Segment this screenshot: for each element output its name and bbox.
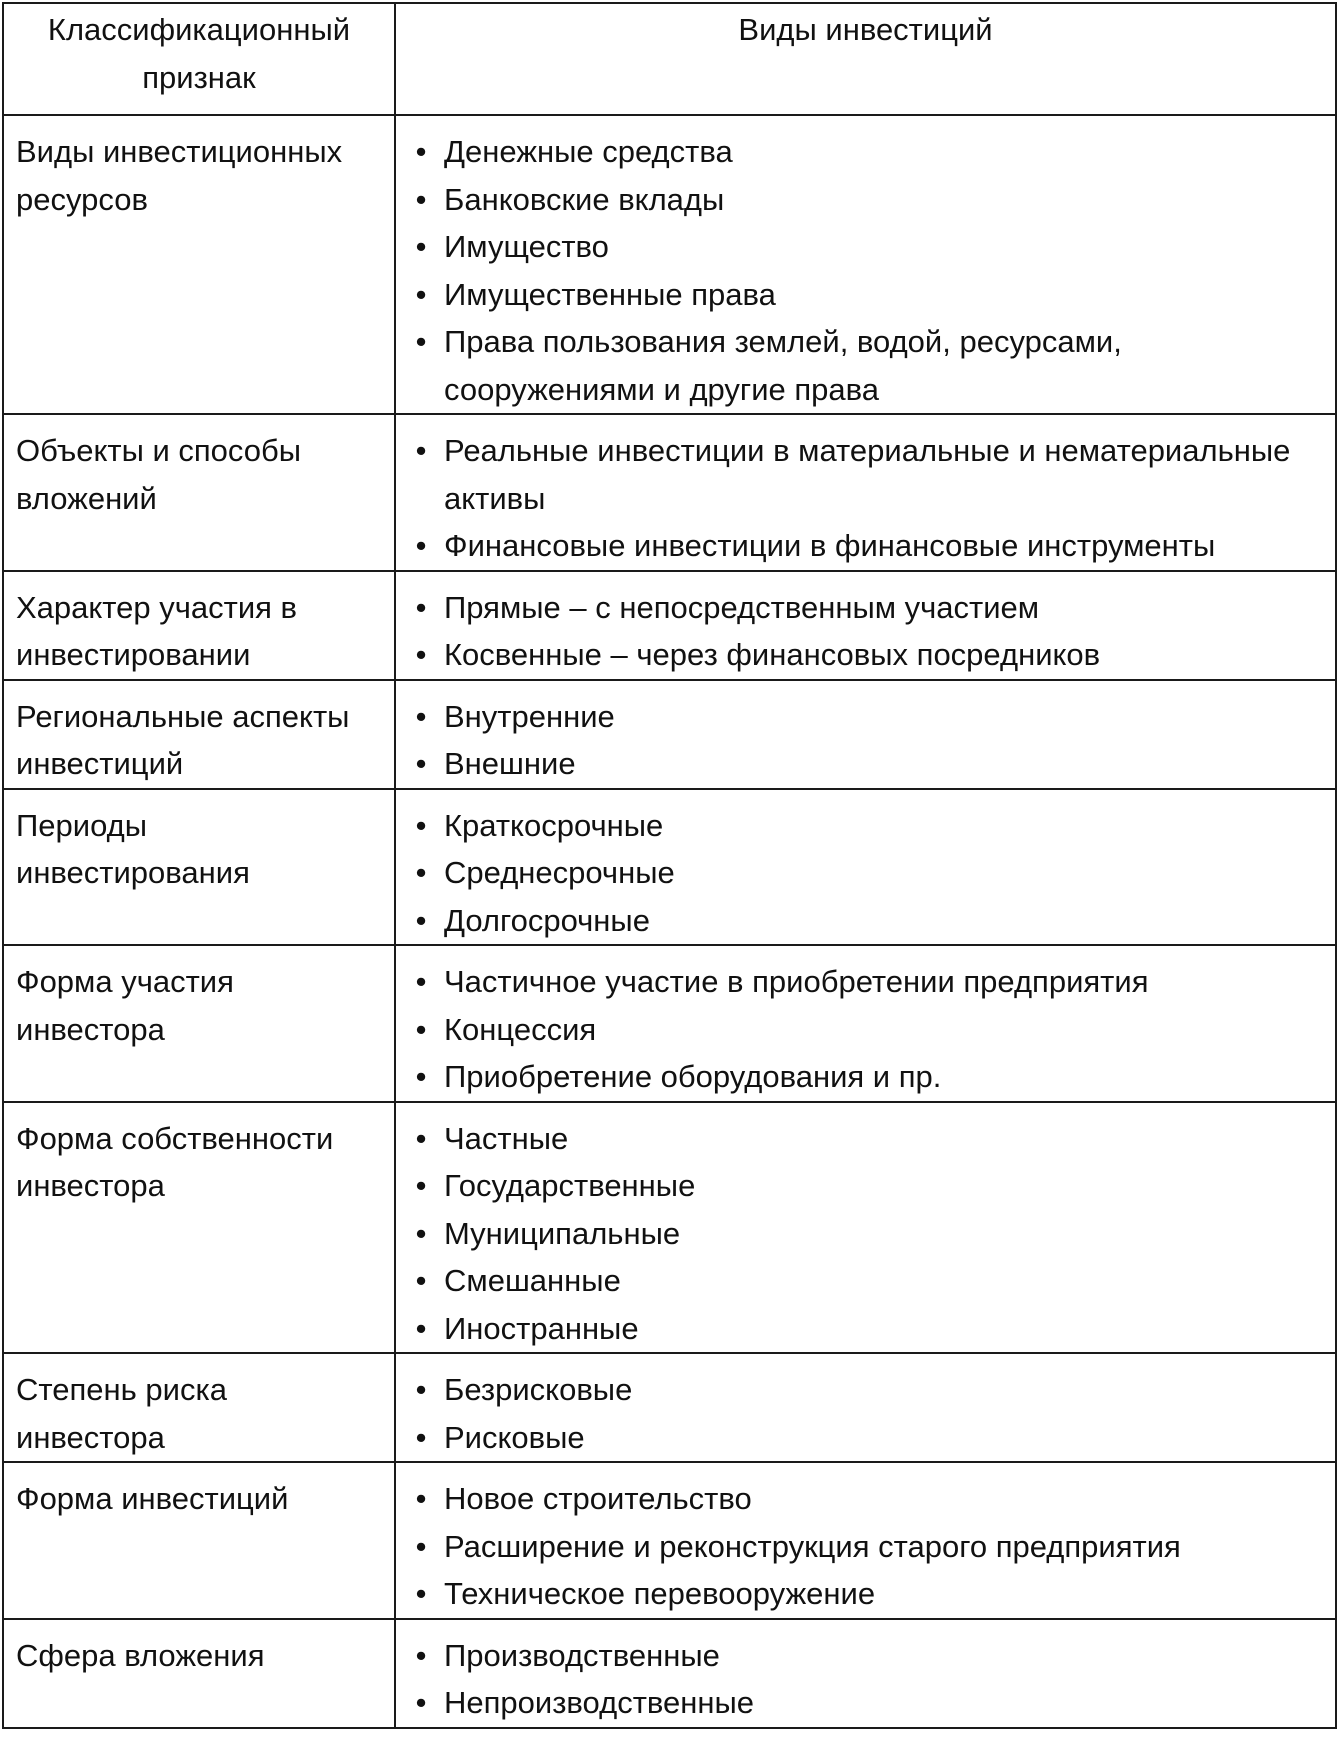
kind-text: Имущественные права <box>444 276 776 312</box>
criterion-cell: Объекты и способы вложений <box>3 414 395 571</box>
kinds-list <box>410 1366 1325 1461</box>
list-item <box>410 1305 1325 1353</box>
list-item <box>410 693 1325 741</box>
kinds-list <box>410 584 1325 679</box>
list-item <box>410 1162 1325 1210</box>
list-item <box>410 1523 1325 1571</box>
bullet-icon: • <box>415 964 427 999</box>
bullet-icon: • <box>415 1059 427 1094</box>
kinds-cell <box>395 1619 1336 1728</box>
list-item <box>410 1366 1325 1414</box>
kinds-list <box>410 128 1325 413</box>
list-item <box>410 318 1325 413</box>
header-criterion-cell: Классификационный признак <box>3 3 395 115</box>
table-row <box>3 945 1336 1102</box>
kinds-cell <box>395 115 1336 414</box>
criterion-cell: Степень риска инвестора <box>3 1353 395 1462</box>
bullet-icon: • <box>415 1685 427 1720</box>
kind-text: Частичное участие в приобретении предприятия <box>444 964 1149 999</box>
kind-text: Производственные <box>444 1637 720 1673</box>
kinds-list <box>410 1475 1325 1618</box>
bullet-icon: • <box>415 1263 427 1298</box>
table-row <box>3 1462 1336 1619</box>
list-item <box>410 1632 1325 1680</box>
kind-text: Приобретение оборудования и пр. <box>444 1059 942 1094</box>
list-item <box>410 740 1325 788</box>
bullet-icon: • <box>415 324 427 359</box>
investment-classification-table <box>2 2 1337 1729</box>
bullet-icon: • <box>415 276 427 312</box>
table-body <box>3 115 1336 1728</box>
kind-text: Среднесрочные <box>444 855 675 890</box>
kinds-list <box>410 1632 1325 1727</box>
table-row <box>3 115 1336 414</box>
list-item <box>410 897 1325 945</box>
kind-text: Непроизводственные <box>444 1685 755 1720</box>
list-item <box>410 1570 1325 1618</box>
kind-text: Финансовые инвестиции в финансовые инструменты <box>444 528 1216 563</box>
list-item <box>410 1115 1325 1163</box>
criterion-cell: Виды инвестиционных ресурсов <box>3 115 395 414</box>
bullet-icon: • <box>415 855 427 890</box>
kind-text: Техническое перевооружение <box>444 1576 876 1611</box>
bullet-icon: • <box>415 1419 427 1455</box>
kind-text: Права пользования землей, водой, ресурсами, сооружениями и другие права <box>444 324 1122 407</box>
bullet-icon: • <box>415 1576 427 1611</box>
list-item <box>410 522 1325 570</box>
list-item <box>410 427 1325 522</box>
table-row <box>3 571 1336 680</box>
bullet-icon: • <box>415 1528 427 1564</box>
list-item <box>410 849 1325 897</box>
list-item <box>410 1414 1325 1462</box>
list-item <box>410 1257 1325 1305</box>
kind-text: Иностранные <box>444 1310 639 1346</box>
kind-text: Расширение и реконструкция старого предприятия <box>444 1528 1181 1564</box>
header-kinds-cell: Виды инвестиций <box>395 3 1336 115</box>
kind-text: Внешние <box>444 746 576 781</box>
header-row <box>3 3 1336 115</box>
kind-text: Государственные <box>444 1168 696 1203</box>
bullet-icon: • <box>415 637 427 672</box>
kind-text: Прямые – с непосредственным участием <box>444 589 1040 625</box>
bullet-icon: • <box>415 1310 427 1346</box>
criterion-cell: Характер участия в инвестировании <box>3 571 395 680</box>
criterion-cell: Региональные аспекты инвестиций <box>3 680 395 789</box>
list-item <box>410 223 1325 271</box>
criterion-cell: Форма собственности инвестора <box>3 1102 395 1354</box>
list-item <box>410 958 1325 1006</box>
table-row <box>3 1619 1336 1728</box>
list-item <box>410 128 1325 176</box>
kinds-cell <box>395 680 1336 789</box>
bullet-icon: • <box>415 1215 427 1251</box>
bullet-icon: • <box>415 807 427 843</box>
criterion-cell: Форма инвестиций <box>3 1462 395 1619</box>
kind-text: Смешанные <box>444 1263 621 1298</box>
kinds-cell <box>395 789 1336 946</box>
table-row <box>3 1102 1336 1354</box>
list-item <box>410 176 1325 224</box>
bullet-icon: • <box>415 746 427 781</box>
bullet-icon: • <box>415 1637 427 1673</box>
list-item <box>410 1679 1325 1727</box>
kind-text: Имущество <box>444 229 609 264</box>
list-item <box>410 1475 1325 1523</box>
criterion-cell: Периоды инвестирования <box>3 789 395 946</box>
bullet-icon: • <box>415 1011 427 1047</box>
kinds-list <box>410 1115 1325 1353</box>
list-item <box>410 1006 1325 1054</box>
kinds-cell <box>395 571 1336 680</box>
list-item <box>410 631 1325 679</box>
table-row <box>3 680 1336 789</box>
bullet-icon: • <box>415 698 427 734</box>
list-item <box>410 271 1325 319</box>
kind-text: Новое строительство <box>444 1481 752 1516</box>
kind-text: Банковские вклады <box>444 181 725 217</box>
bullet-icon: • <box>415 433 427 468</box>
list-item <box>410 802 1325 850</box>
bullet-icon: • <box>415 1120 427 1156</box>
criterion-cell: Сфера вложения <box>3 1619 395 1728</box>
bullet-icon: • <box>415 1481 427 1516</box>
table-row <box>3 789 1336 946</box>
bullet-icon: • <box>415 1372 427 1407</box>
kinds-cell <box>395 414 1336 571</box>
table-header <box>3 3 1336 115</box>
kind-text: Муниципальные <box>444 1215 681 1251</box>
kind-text: Частные <box>444 1120 569 1156</box>
bullet-icon: • <box>415 1168 427 1203</box>
kinds-list <box>410 693 1325 788</box>
kind-text: Реальные инвестиции в материальные и нематериальные активы <box>444 433 1291 516</box>
table-row <box>3 414 1336 571</box>
kind-text: Концессия <box>444 1011 597 1047</box>
bullet-icon: • <box>415 134 427 169</box>
kinds-list <box>410 958 1325 1101</box>
kind-text: Краткосрочные <box>444 807 664 843</box>
bullet-icon: • <box>415 528 427 563</box>
kinds-cell <box>395 1102 1336 1354</box>
kinds-cell <box>395 1462 1336 1619</box>
kind-text: Внутренние <box>444 698 615 734</box>
list-item <box>410 1210 1325 1258</box>
bullet-icon: • <box>415 229 427 264</box>
kinds-list <box>410 427 1325 570</box>
table-row <box>3 1353 1336 1462</box>
kind-text: Безрисковые <box>444 1372 633 1407</box>
kind-text: Денежные средства <box>444 134 733 169</box>
list-item <box>410 584 1325 632</box>
kind-text: Косвенные – через финансовых посредников <box>444 637 1101 672</box>
bullet-icon: • <box>415 181 427 217</box>
kinds-cell <box>395 945 1336 1102</box>
kinds-list <box>410 802 1325 945</box>
bullet-icon: • <box>415 902 427 938</box>
list-item <box>410 1053 1325 1101</box>
criterion-cell: Форма участия инвестора <box>3 945 395 1102</box>
kind-text: Долгосрочные <box>444 902 650 938</box>
bullet-icon: • <box>415 589 427 625</box>
kind-text: Рисковые <box>444 1419 585 1455</box>
kinds-cell <box>395 1353 1336 1462</box>
